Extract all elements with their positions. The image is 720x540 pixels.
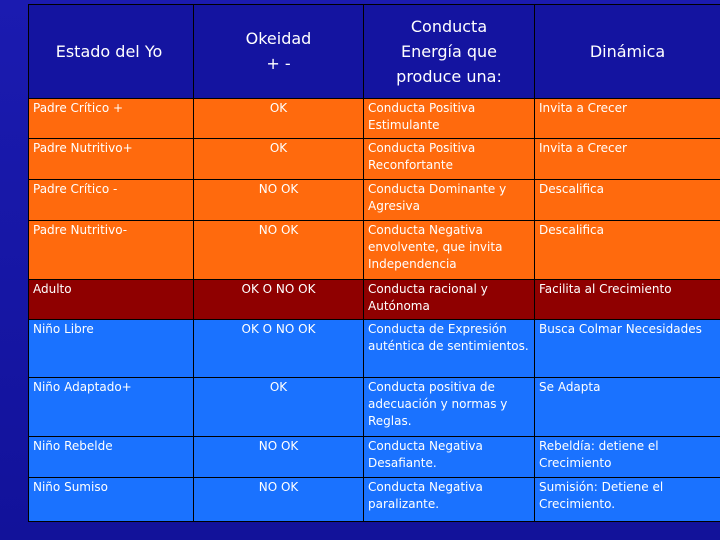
table-row bbox=[29, 138, 720, 179]
cell-estado: Padre Crítico - bbox=[29, 179, 194, 220]
cell-estado: Adulto bbox=[29, 279, 194, 319]
cell-estado: Padre Crítico + bbox=[29, 98, 194, 138]
cell-estado: Niño Rebelde bbox=[29, 437, 194, 477]
header-okeidad-line2: + - bbox=[266, 54, 291, 74]
cell-okeidad: NO OK bbox=[194, 437, 364, 477]
table-row bbox=[29, 378, 720, 437]
header-conducta bbox=[364, 5, 535, 99]
header-row bbox=[29, 5, 720, 99]
cell-dinamica: Busca Colmar Necesidades bbox=[535, 319, 720, 377]
cell-conducta: Conducta racional y Autónoma bbox=[364, 279, 535, 319]
cell-dinamica: Invita a Crecer bbox=[535, 98, 720, 138]
cell-dinamica: Facilita al Crecimiento bbox=[535, 279, 720, 319]
cell-estado: Niño Sumiso bbox=[29, 477, 194, 521]
cell-okeidad: OK bbox=[194, 378, 364, 437]
cell-conducta: Conducta Dominante y Agresiva bbox=[364, 179, 535, 220]
header-dinamica: Dinámica bbox=[535, 5, 720, 99]
header-okeidad-line1: Okeidad bbox=[245, 29, 312, 49]
cell-dinamica: Descalifica bbox=[535, 179, 720, 220]
table-row bbox=[29, 477, 720, 521]
cell-conducta: Conducta de Expresión auténtica de sentimientos. bbox=[364, 319, 535, 377]
cell-conducta: Conducta Positiva Estimulante bbox=[364, 98, 535, 138]
header-conducta-line3: produce una: bbox=[396, 66, 502, 86]
header-conducta-line2: Energía que bbox=[400, 41, 498, 61]
table-row bbox=[29, 437, 720, 477]
cell-conducta: Conducta Negativa Desafiante. bbox=[364, 437, 535, 477]
cell-conducta: Conducta positiva de adecuación y normas y Reglas. bbox=[364, 378, 535, 437]
cell-conducta: Conducta Positiva Reconfortante bbox=[364, 138, 535, 179]
cell-estado: Niño Libre bbox=[29, 319, 194, 377]
cell-estado: Niño Adaptado+ bbox=[29, 378, 194, 437]
cell-dinamica: Sumisión: Detiene el Crecimiento. bbox=[535, 477, 720, 521]
cell-estado: Padre Nutritivo+ bbox=[29, 138, 194, 179]
cell-okeidad: OK O NO OK bbox=[194, 279, 364, 319]
header-okeidad bbox=[194, 5, 364, 99]
cell-okeidad: NO OK bbox=[194, 477, 364, 521]
cell-okeidad: OK bbox=[194, 98, 364, 138]
table-row bbox=[29, 319, 720, 377]
cell-dinamica: Rebeldía: detiene el Crecimiento bbox=[535, 437, 720, 477]
cell-dinamica: Invita a Crecer bbox=[535, 138, 720, 179]
cell-okeidad: OK O NO OK bbox=[194, 319, 364, 377]
cell-conducta: Conducta Negativa paralizante. bbox=[364, 477, 535, 521]
table-row bbox=[29, 98, 720, 138]
cell-dinamica: Descalifica bbox=[535, 221, 720, 279]
header-estado: Estado del Yo bbox=[29, 5, 194, 99]
cell-estado: Padre Nutritivo- bbox=[29, 221, 194, 279]
cell-okeidad: NO OK bbox=[194, 179, 364, 220]
cell-conducta: Conducta Negativa envolvente, que invita Independencia bbox=[364, 221, 535, 279]
header-conducta-line1: Conducta bbox=[410, 16, 488, 36]
cell-okeidad: NO OK bbox=[194, 221, 364, 279]
table-row bbox=[29, 279, 720, 319]
ego-states-table bbox=[28, 4, 720, 522]
cell-okeidad: OK bbox=[194, 138, 364, 179]
table-row bbox=[29, 221, 720, 279]
cell-dinamica: Se Adapta bbox=[535, 378, 720, 437]
table-row bbox=[29, 179, 720, 220]
